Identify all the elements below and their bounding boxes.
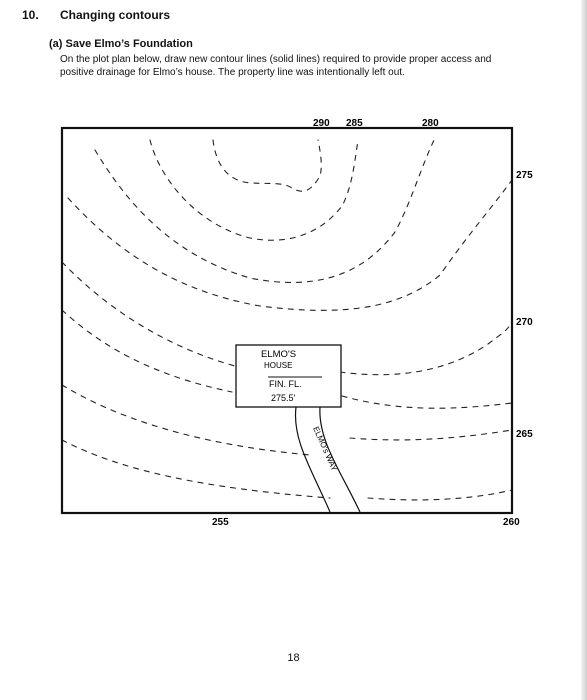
- part-heading: (a) Save Elmo’s Foundation: [49, 38, 193, 50]
- contour-line-270b: [342, 396, 512, 408]
- contour-line-272b: [340, 322, 512, 375]
- contour-line-275: [68, 180, 512, 310]
- driveway-edge-left: [295, 407, 330, 512]
- finished-floor-label: FIN. FL.: [269, 379, 302, 389]
- contour-label-290: 290: [313, 118, 330, 129]
- question-title: Changing contours: [60, 8, 170, 22]
- contour-line-280: [95, 140, 434, 282]
- contour-line-265: [62, 440, 330, 498]
- contour-label-285: 285: [346, 118, 363, 129]
- finished-floor-value: 275.5': [271, 393, 296, 403]
- contour-label-260: 260: [503, 517, 520, 528]
- house-name-line1: ELMO'S: [261, 349, 297, 360]
- contour-label-265: 265: [516, 429, 533, 440]
- contour-line-270: [62, 310, 232, 392]
- page-number: 18: [287, 652, 300, 664]
- contour-line-265b: [368, 490, 512, 500]
- contour-label-275: 275: [516, 170, 533, 181]
- instructions-text: On the plot plan below, draw new contour lines (solid lines) required to provide proper access and positive drainage for Elmo’s house. The property line was intentionally left out.: [60, 54, 492, 78]
- driveway-label: ELMO's WAY: [311, 425, 339, 473]
- contour-line-290: [213, 140, 321, 191]
- question-number: 10.: [22, 8, 39, 22]
- contour-line-267b: [350, 430, 512, 440]
- contour-label-255: 255: [212, 517, 229, 528]
- contour-label-280: 280: [422, 118, 439, 129]
- contour-line-285: [150, 140, 358, 240]
- house-name-line2: HOUSE: [264, 361, 293, 370]
- contour-line-272: [62, 262, 235, 366]
- contour-label-270: 270: [516, 317, 533, 328]
